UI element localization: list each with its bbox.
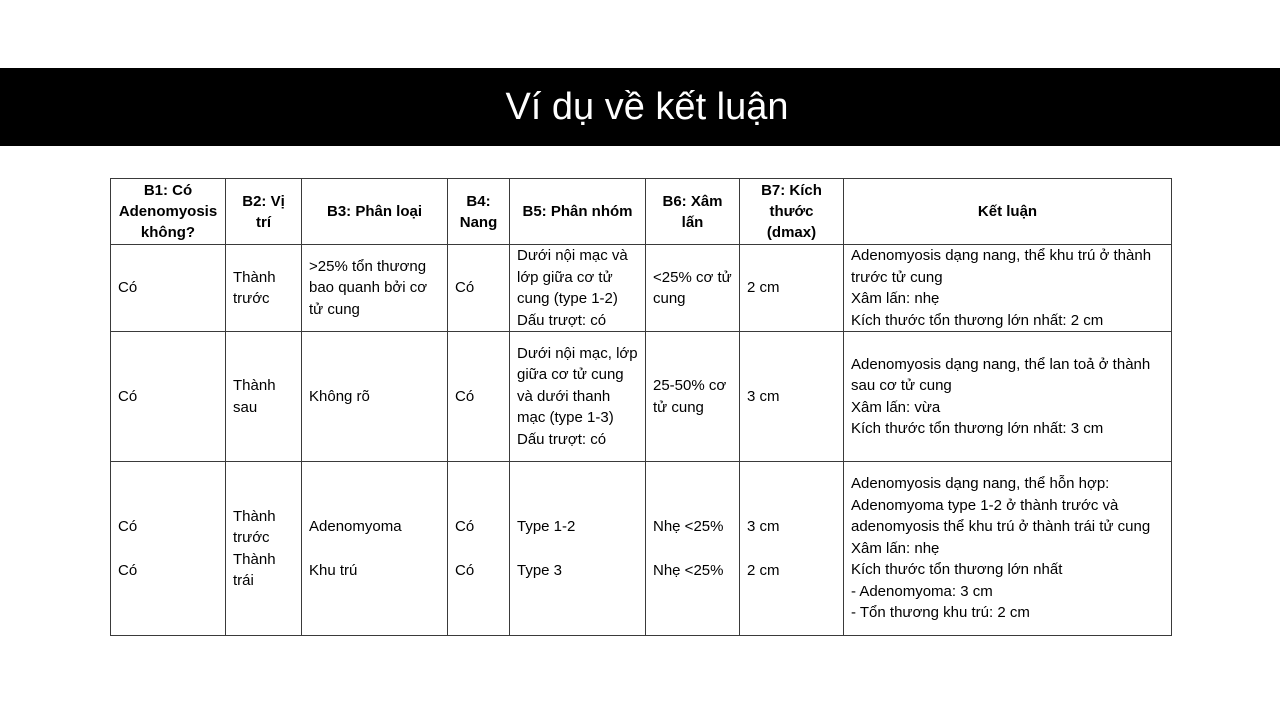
- table-header-row: [111, 179, 1172, 245]
- cell-b4: [448, 332, 510, 462]
- cell-b6: [646, 462, 740, 636]
- cell-b1: [111, 245, 226, 332]
- cell-b4: [448, 245, 510, 332]
- cell-text: Có: [118, 279, 138, 297]
- cell-b1: [111, 462, 226, 636]
- cell-b5: [510, 245, 646, 332]
- cell-text: Dưới nội mạc, lớp giữa cơ tử cung và dưới thanh mạc (type 1-3): [517, 344, 638, 427]
- cell-b3: [302, 245, 448, 332]
- cell-b5: [510, 462, 646, 636]
- header-b4: B4: Nang: [448, 179, 510, 245]
- conclusion-table-container: [110, 178, 1171, 636]
- cell-b1: [111, 332, 226, 462]
- conclusion-line: Kích thước tổn thương lớn nhất: 2 cm: [851, 311, 1104, 329]
- conclusion-line: Adenomyosis dạng nang, thể hỗn hợp: Adenomyoma type 1-2 ở thành trước và adenomyosis thể khu trú ở thành trái tử cung: [851, 475, 1151, 536]
- cell-b3: [302, 332, 448, 462]
- conclusion-line: Xâm lấn: nhẹ: [851, 290, 940, 307]
- cell-text: Thành trái: [233, 550, 276, 589]
- header-b2: B2: Vị trí: [226, 179, 302, 245]
- conclusion-line: Adenomyosis dạng nang, thể lan toả ở thành sau cơ tử cung: [851, 355, 1151, 394]
- cell-b7: [740, 332, 844, 462]
- cell-text: >25% tổn thương bao quanh bởi cơ tử cung: [309, 257, 428, 318]
- cell-text: Thành trước: [233, 507, 276, 546]
- cell-conclusion: [844, 332, 1172, 462]
- cell-text: Có: [118, 387, 138, 405]
- slide-title: Ví dụ về kết luận: [505, 85, 789, 128]
- cell-text: Thành sau: [233, 377, 276, 416]
- cell-text: Type 3: [517, 561, 563, 579]
- cell-text: Khu trú: [309, 561, 358, 579]
- cell-text: 2 cm: [747, 561, 780, 579]
- cell-text: 2 cm: [747, 279, 780, 297]
- header-b5: B5: Phân nhóm: [510, 179, 646, 245]
- header-b1: B1: Có Adenomyosis không?: [111, 179, 226, 245]
- cell-text: Type 1-2: [517, 518, 576, 535]
- cell-b4: [448, 462, 510, 636]
- cell-text: 3 cm: [747, 518, 780, 535]
- header-b6: B6: Xâm lấn: [646, 179, 740, 245]
- cell-b3: [302, 462, 448, 636]
- table-row: [111, 245, 1172, 332]
- cell-text: Dấu trượt: có: [517, 311, 607, 329]
- conclusion-line: - Adenomyoma: 3 cm: [851, 582, 993, 600]
- conclusion-table: [110, 178, 1172, 636]
- cell-b2: [226, 245, 302, 332]
- cell-text: Nhẹ <25%: [653, 561, 724, 579]
- title-bar: [0, 68, 1280, 146]
- cell-text: Nhẹ <25%: [653, 518, 724, 535]
- cell-conclusion: [844, 462, 1172, 636]
- cell-text: Có: [455, 387, 475, 405]
- cell-text: Adenomyoma: [309, 518, 402, 535]
- cell-text: Dưới nội mạc và lớp giữa cơ tử cung (type 1-2): [517, 247, 628, 307]
- cell-b6: [646, 245, 740, 332]
- cell-b6: [646, 332, 740, 462]
- cell-text: <25% cơ tử cung: [653, 268, 732, 307]
- cell-text: 3 cm: [747, 387, 780, 405]
- cell-text: Không rõ: [309, 387, 370, 405]
- cell-text: Có: [118, 561, 138, 579]
- cell-text: Dấu trượt: có: [517, 430, 607, 448]
- cell-text: Có: [455, 518, 475, 535]
- header-conclusion: Kết luận: [844, 179, 1172, 245]
- table-row: [111, 462, 1172, 636]
- cell-text: Có: [455, 279, 475, 297]
- cell-text: 25-50% cơ tử cung: [653, 377, 727, 416]
- cell-b5: [510, 332, 646, 462]
- cell-b7: [740, 245, 844, 332]
- conclusion-line: Xâm lấn: vừa: [851, 398, 941, 416]
- cell-text: Thành trước: [233, 268, 276, 307]
- conclusion-line: Adenomyosis dạng nang, thể khu trú ở thành trước tử cung: [851, 247, 1152, 286]
- conclusion-line: Kích thước tổn thương lớn nhất: 3 cm: [851, 420, 1104, 437]
- conclusion-line: Xâm lấn: nhẹ: [851, 539, 940, 557]
- cell-conclusion: [844, 245, 1172, 332]
- table-row: [111, 332, 1172, 462]
- cell-text: Có: [118, 518, 138, 535]
- cell-b2: [226, 332, 302, 462]
- cell-b2: [226, 462, 302, 636]
- conclusion-line: Kích thước tổn thương lớn nhất: [851, 561, 1063, 579]
- cell-b7: [740, 462, 844, 636]
- header-b7: B7: Kích thước (dmax): [740, 179, 844, 245]
- conclusion-line: - Tổn thương khu trú: 2 cm: [851, 604, 1030, 622]
- cell-text: Có: [455, 561, 475, 579]
- header-b3: B3: Phân loại: [302, 179, 448, 245]
